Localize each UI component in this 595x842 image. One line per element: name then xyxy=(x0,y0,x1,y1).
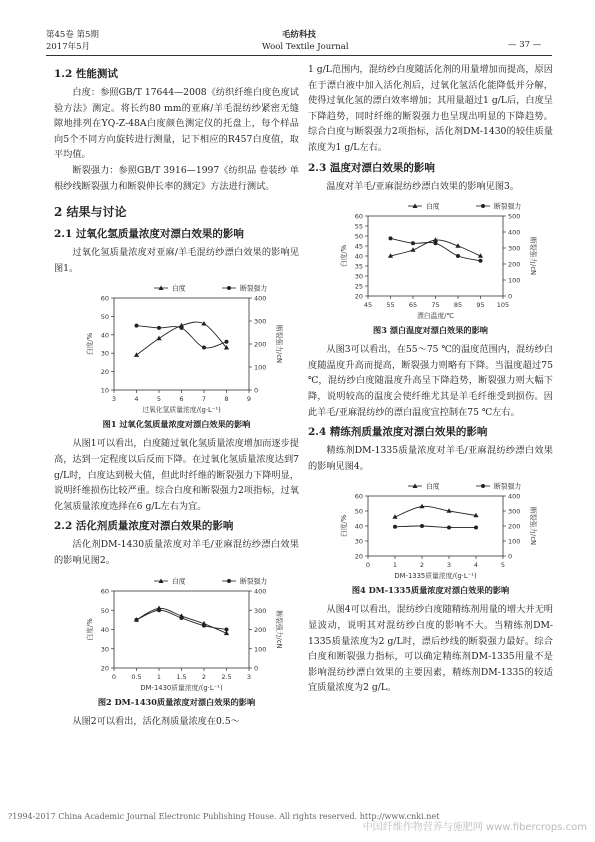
y-tick-label: 30 xyxy=(354,537,363,546)
legend-marker xyxy=(227,286,231,290)
data-point xyxy=(180,615,184,619)
x-axis-label: 过氧化氢质量浓度/(g·L⁻¹) xyxy=(142,406,221,415)
data-point xyxy=(135,324,139,328)
data-point xyxy=(134,353,139,358)
y-tick-label: 40 xyxy=(354,522,363,531)
x-tick-label: 2 xyxy=(419,561,425,570)
y-tick-label: 25 xyxy=(354,282,363,291)
section-2-3-title: 2.3 温度对漂白效果的影响 xyxy=(308,161,435,174)
y-axis-label: 白度/% xyxy=(86,617,94,641)
figure-3-caption: 图3 漂白温度对漂白效果的影响 xyxy=(373,325,488,336)
x-tick-label: 4 xyxy=(134,395,139,404)
right-column xyxy=(308,62,553,696)
section-2-1-title: 2.1 过氧化氢质量浓度对漂白效果的影响 xyxy=(54,228,244,241)
y-tick-label: 55 xyxy=(354,222,363,231)
legend-label: 断裂强力 xyxy=(494,482,522,491)
x-axis-label: 漂白温度/℃ xyxy=(416,312,455,321)
paragraph: 精练剂DM-1335质量浓度对羊毛/亚麻混纺纱漂白效果的影响见图4。 xyxy=(308,445,553,472)
x-tick-label: 8 xyxy=(224,395,229,404)
series-line xyxy=(395,507,476,518)
y2-tick-label: 300 xyxy=(254,606,267,615)
y2-tick-label: 400 xyxy=(508,492,521,501)
section-1-2-title: 1.2 性能测试 xyxy=(54,68,118,80)
y-tick-label: 50 xyxy=(100,606,109,615)
series-line xyxy=(137,608,227,633)
paragraph: 活化剂DM-1430质量浓度对羊毛/亚麻混纺纱漂白效果的影响见图2。 xyxy=(54,539,299,566)
x-tick-label: 2 xyxy=(201,672,207,681)
y2-tick-label: 0 xyxy=(508,552,513,561)
figure-2 xyxy=(54,569,299,708)
y-tick-label: 20 xyxy=(354,552,363,561)
y2-tick-label: 100 xyxy=(508,537,521,546)
chart-fig2 xyxy=(54,569,299,694)
paragraph: 从图4可以看出，混纺纱白度随精练剂用量的增大并无明显波动，说明其对混纺纱白度的影响不大。当精练剂DM-1335质量浓度为2 g/L时，漂后纱线的断裂强力最好。综合白度和断裂强力指标，可以确定精练剂DM-1335用量不是影响混纺纱漂白效果的主要因素，精练剂DM-1335的较适宜质量浓度为2 g/L。 xyxy=(308,604,553,694)
x-tick-label: 0 xyxy=(111,672,117,681)
y-axis-label: 白度/% xyxy=(340,244,348,268)
figure-1-caption: 图1 过氧化氢质量浓度对漂白效果的影响 xyxy=(102,419,251,430)
legend-marker xyxy=(481,484,485,488)
y2-tick-label: 0 xyxy=(254,386,259,395)
y2-tick-label: 100 xyxy=(254,644,267,653)
x-tick-label: 2.5 xyxy=(221,672,232,681)
y2-tick-label: 100 xyxy=(508,276,521,285)
y2-tick-label: 500 xyxy=(508,212,521,221)
y-tick-label: 30 xyxy=(100,350,109,359)
x-axis-label: DM-1430质量浓度/(g·L⁻¹) xyxy=(140,683,223,692)
x-tick-label: 85 xyxy=(453,301,463,310)
y-tick-label: 30 xyxy=(100,644,109,653)
section-2-title: 2 结果与讨论 xyxy=(54,205,127,220)
y-tick-label: 30 xyxy=(354,272,363,281)
data-point xyxy=(393,525,397,529)
y2-tick-label: 300 xyxy=(254,317,267,326)
legend-label: 断裂强力 xyxy=(240,577,268,585)
x-tick-label: 4 xyxy=(473,561,479,570)
x-tick-label: 7 xyxy=(201,395,207,404)
x-tick-label: 75 xyxy=(431,301,440,310)
paragraph: 白度：参照GB/T 17644—2008《纺织纤维白度色度试验方法》测定。将长约80 mm的亚麻/羊毛混纺纱紧密无缝隙地排列在YQ-Z-48A白度颜色测定仪的托盘上，每个样品向5个不同方向旋转进行测量，记下相应的R457白度值，取平均值。 xyxy=(54,87,299,161)
y2-tick-label: 400 xyxy=(254,587,267,595)
x-tick-label: 45 xyxy=(363,301,373,310)
footer-watermark: 中国纤维作物营养与施肥网 www.fibercrops.com xyxy=(362,822,587,833)
x-tick-label: 3 xyxy=(246,672,252,681)
x-tick-label: 105 xyxy=(496,301,510,310)
left-column xyxy=(54,62,299,729)
header-volume: 第45卷 第5期 xyxy=(46,30,99,40)
y-tick-label: 20 xyxy=(354,292,363,301)
data-point xyxy=(202,623,206,627)
y-tick-label: 50 xyxy=(354,232,363,241)
y2-axis-label: 断裂强力/cN xyxy=(275,325,283,364)
paragraph: 过氧化氢质量浓度对亚麻/羊毛混纺纱漂白效果的影响见图1。 xyxy=(54,247,299,274)
y-tick-label: 40 xyxy=(100,331,109,340)
data-point xyxy=(157,326,161,330)
plot-frame xyxy=(114,298,249,390)
y-axis-label: 白度/% xyxy=(340,515,348,538)
data-point xyxy=(474,526,478,530)
chart-fig4 xyxy=(308,474,553,582)
y-tick-label: 60 xyxy=(100,587,109,595)
y2-axis-label: 断裂强力/cN xyxy=(275,609,283,649)
section-2-2-title: 2.2 活化剂质量浓度对漂白效果的影响 xyxy=(54,520,234,533)
x-tick-label: 65 xyxy=(408,301,418,310)
y2-tick-label: 400 xyxy=(508,228,521,237)
x-tick-label: 1.5 xyxy=(176,672,187,681)
paragraph: 断裂强力：参照GB/T 3916—1997《纺织品 卷装纱 单根纱线断裂强力和断裂伸长率的测定》方法进行测试。 xyxy=(54,164,299,192)
x-tick-label: 9 xyxy=(246,395,252,404)
y-axis-label: 白度/% xyxy=(86,333,94,356)
x-tick-label: 0 xyxy=(365,561,371,570)
data-point xyxy=(135,617,139,621)
plot-frame xyxy=(368,216,503,296)
x-tick-label: 5 xyxy=(500,561,506,570)
y2-tick-label: 0 xyxy=(254,664,259,672)
plot-frame xyxy=(368,496,503,556)
x-tick-label: 6 xyxy=(179,395,184,404)
y-tick-label: 20 xyxy=(100,664,109,672)
x-tick-label: 3 xyxy=(111,395,117,404)
y-tick-label: 60 xyxy=(354,212,363,221)
y-tick-label: 60 xyxy=(100,294,109,303)
paragraph: 温度对羊毛/亚麻混纺纱漂白效果的影响见图3。 xyxy=(326,180,520,192)
data-point xyxy=(433,237,438,242)
y2-axis-label: 断裂强力/cN xyxy=(529,237,537,276)
figure-4 xyxy=(308,474,553,596)
y2-tick-label: 200 xyxy=(508,522,521,531)
header-date: 2017年5月 xyxy=(46,42,91,52)
plot-frame xyxy=(114,591,249,668)
legend-label: 断裂强力 xyxy=(240,284,268,293)
data-point xyxy=(479,259,483,263)
header-rule xyxy=(46,55,552,56)
y2-tick-label: 400 xyxy=(254,294,267,303)
data-point xyxy=(156,336,161,341)
paragraph: 从图2可以看出，活化剂质量浓度在0.5～ xyxy=(72,715,240,727)
header-journal-en: Wool Textile Journal xyxy=(262,42,349,52)
footer-copyright: ?1994-2017 China Academic Journal Electronic Publishing House. All rights reserved. http://www.cnki.net xyxy=(8,812,440,821)
header-page: — 37 — xyxy=(508,40,542,50)
y-tick-label: 40 xyxy=(354,252,363,261)
paragraph: 1 g/L范围内，混纺纱白度随活化剂的用量增加而提高，原因在于漂白液中加入活化剂后，过氧化氢活化能降低并分解，使得过氧化氢的漂白效率增加；其用量超过1 g/L后，白度呈下降趋势，同时纤维的断裂强力也呈现出明显的下降趋势。综合白度与断裂强力2项指标，活化剂DM-1430的较佳质量浓度为1 g/L左右。 xyxy=(308,64,553,153)
y-tick-label: 45 xyxy=(354,242,363,251)
legend-marker xyxy=(481,204,485,208)
x-tick-label: 95 xyxy=(476,301,485,310)
x-tick-label: 5 xyxy=(156,395,162,404)
paragraph: 从图3可以看出，在55～75 ℃的温度范围内，混纺纱白度随温度升高而提高，断裂强力则略有下降。当温度超过75 ℃，混纺纱白度随温度升高呈下降趋势，断裂强力则大幅下降，说明较高的温度会使纤维尤其是羊毛纤维受到损伤。因此羊毛/亚麻混纺纱的漂白温度宜控制在75 ℃左右。 xyxy=(308,344,553,418)
data-point xyxy=(202,346,206,350)
y-tick-label: 20 xyxy=(100,368,109,377)
y2-tick-label: 300 xyxy=(508,507,521,516)
figure-1 xyxy=(54,276,299,430)
data-point xyxy=(447,526,451,530)
y2-tick-label: 100 xyxy=(254,363,267,372)
y2-tick-label: 0 xyxy=(508,292,513,301)
x-tick-label: 55 xyxy=(386,301,395,310)
y-tick-label: 50 xyxy=(354,507,363,516)
figure-3 xyxy=(308,194,553,336)
figure-2-caption: 图2 DM-1430质量浓度对漂白效果的影响 xyxy=(97,696,256,707)
legend-label: 白度 xyxy=(426,202,440,211)
x-axis-label: DM-1335质量浓度/(g·L⁻¹) xyxy=(394,572,477,581)
x-tick-label: 1 xyxy=(392,561,398,570)
series-line xyxy=(395,526,476,528)
header-journal-cn: 毛纺科技 xyxy=(282,30,317,40)
x-tick-label: 3 xyxy=(446,561,452,570)
data-point xyxy=(180,326,184,330)
y-tick-label: 50 xyxy=(100,313,109,322)
legend-marker xyxy=(227,579,231,583)
legend-label: 白度 xyxy=(172,284,186,293)
data-point xyxy=(411,241,415,245)
x-tick-label: 0.5 xyxy=(131,672,142,681)
chart-fig3 xyxy=(308,194,553,322)
y-tick-label: 60 xyxy=(354,492,363,501)
y2-tick-label: 200 xyxy=(508,260,521,269)
x-tick-label: 1 xyxy=(156,672,162,681)
data-point xyxy=(225,627,229,631)
data-point xyxy=(225,340,229,344)
legend-label: 断裂强力 xyxy=(494,202,522,211)
chart-fig1 xyxy=(54,276,299,416)
y-tick-label: 10 xyxy=(100,386,109,395)
paragraph: 从图1可以看出，白度随过氧化氢质量浓度增加而逐步提高，达到一定程度以后反而下降。在过氧化氢质量浓度达到7 g/L时，白度达到极大值，但此时纤维的断裂强力下降明显，说明纤维损伤比较严重。综合白度和断裂强力2项指标，过氧化氢质量浓度选择在6 g/L左右为宜。 xyxy=(54,438,299,512)
y2-axis-label: 断裂强力/cN xyxy=(529,507,537,546)
section-2-4-title: 2.4 精练剂质量浓度对漂白效果的影响 xyxy=(308,426,488,439)
figure-4-caption: 图4 DM-1335质量浓度对漂白效果的影响 xyxy=(351,585,510,596)
y2-tick-label: 300 xyxy=(508,244,521,253)
y2-tick-label: 200 xyxy=(254,625,267,634)
data-point xyxy=(456,254,460,258)
legend-label: 白度 xyxy=(172,577,186,585)
data-point xyxy=(434,241,438,245)
legend-label: 白度 xyxy=(426,482,440,491)
data-point xyxy=(157,608,161,612)
y2-tick-label: 200 xyxy=(254,340,267,349)
data-point xyxy=(389,237,393,241)
y-tick-label: 35 xyxy=(354,262,363,271)
y-tick-label: 40 xyxy=(100,625,109,634)
data-point xyxy=(420,524,424,528)
